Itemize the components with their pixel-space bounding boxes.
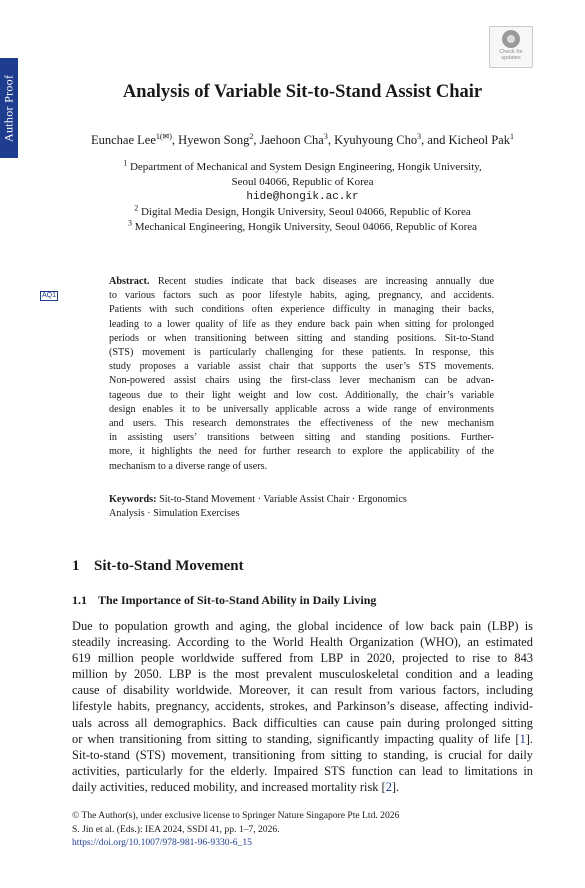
body-line bbox=[72, 747, 533, 763]
author-affiliation-mark: 2 bbox=[249, 131, 254, 141]
affiliation-2 bbox=[0, 205, 585, 220]
keywords-text-2: Analysis · Simulation Exercises bbox=[109, 508, 240, 520]
author-name: Hyewon Song bbox=[178, 133, 250, 147]
abstract-text: more, it highlights the need for further research to explore the applicability of the bbox=[109, 446, 494, 458]
abstract-line bbox=[109, 389, 494, 403]
abstract-line bbox=[109, 318, 494, 332]
body-text: Due to population growth and aging, the global incidence of low back pain (LBP) is bbox=[72, 619, 533, 633]
check-updates-icon bbox=[502, 30, 520, 48]
author-email[interactable]: hide@hongik.ac.kr bbox=[246, 191, 359, 203]
citation-link[interactable]: 2 bbox=[385, 779, 392, 794]
affiliation-1-line2: Seoul 04066, Republic of Korea bbox=[231, 176, 374, 188]
body-text: steadily increasing. According to the World Health Organization (WHO), an estimated bbox=[72, 635, 533, 650]
abstract-text: study proposes a variable assist chair that supports the user’s STS movements. bbox=[109, 361, 494, 373]
body-line bbox=[72, 618, 533, 634]
affiliation-2-number: 2 bbox=[134, 203, 139, 213]
affiliation-3-number: 3 bbox=[127, 218, 132, 228]
body-text: 619 million people worldwide suffered from LBP in 2020, projected to rise to 843 bbox=[72, 651, 533, 666]
abstract-text: mechanism to a diverse range of users. bbox=[109, 460, 268, 472]
copyright-footer bbox=[72, 809, 399, 850]
abstract-line bbox=[109, 417, 494, 431]
body-text: daily activities, reduced mobility, and increased mortality risk [ bbox=[72, 779, 386, 794]
body-line bbox=[72, 779, 533, 795]
affiliation-3-text: Mechanical Engineering, Hongik University, Seoul 04066, Republic of Korea bbox=[134, 221, 478, 233]
abstract-text: periods or when transitioning between sitting and standing positions. Sit-to-Stand bbox=[109, 332, 494, 344]
body-text: Sit-to-stand (STS) movement, transitioning from sitting to standing, is crucial for daily bbox=[72, 747, 533, 762]
body-text-after-citation: ]. bbox=[525, 731, 533, 746]
body-text-after-citation: ]. bbox=[391, 779, 400, 794]
body-line bbox=[72, 666, 533, 682]
abstract-label: Abstract. bbox=[109, 276, 150, 287]
check-for-label: Check for bbox=[499, 49, 523, 55]
author-separator: , bbox=[171, 133, 179, 147]
body-text: or when transitioning from sitting to standing, significantly impacting quality of life [ bbox=[72, 731, 520, 746]
paper-title: Analysis of Variable Sit-to-Stand Assist Chair bbox=[122, 82, 483, 102]
abstract-line bbox=[109, 332, 494, 346]
author-name: Eunchae Lee bbox=[91, 133, 156, 147]
copyright-line: © The Author(s), under exclusive license to Springer Nature Singapore Pte Ltd. 2026 bbox=[72, 810, 400, 821]
abstract-text: (STS) movement is particularly challenging for these patients. In response, this bbox=[109, 347, 494, 359]
author-affiliation-mark: 3 bbox=[323, 131, 328, 141]
abstract-text: tageous due to their light weight and low cost. Additionally, the chair’s variable bbox=[109, 389, 494, 401]
author-affiliation-mark: 3 bbox=[417, 131, 422, 141]
abstract-line bbox=[109, 275, 494, 289]
affiliation-1 bbox=[0, 160, 585, 175]
abstract-line bbox=[109, 360, 494, 374]
affiliation-2-text: Digital Media Design, Hongik University, Seoul 04066, Republic of Korea bbox=[140, 206, 471, 218]
body-text: lifestyle habits, pregnancy, accidents, strokes, and Parkinson’s disease, affecting individ- bbox=[72, 699, 533, 714]
body-paragraph bbox=[72, 618, 533, 795]
body-text: million by 2050. LBP is the most prevalent musculoskeletal condition and a leading bbox=[72, 667, 533, 682]
keywords-line1 bbox=[109, 493, 494, 507]
author-name: Jaehoon Cha bbox=[259, 133, 324, 147]
author-query-tag[interactable]: AQ1 bbox=[42, 292, 57, 299]
author-affiliation-mark: 1(✉) bbox=[155, 131, 172, 141]
doi-link[interactable]: https://doi.org/10.1007/978-981-96-9330-6_15 bbox=[72, 837, 252, 848]
abstract-line bbox=[109, 403, 494, 417]
author-separator: , and bbox=[421, 133, 449, 147]
author-affiliation-mark: 1 bbox=[509, 131, 514, 141]
abstract-line bbox=[109, 460, 494, 474]
body-line bbox=[72, 634, 533, 650]
affiliation-1-number: 1 bbox=[123, 158, 128, 168]
abstract-text: to various factors such as poor lifestyle habits, aging, pregnancy, and accidents. bbox=[109, 290, 494, 302]
abstract-text: Non-powered assist chairs using the first-class lever mechanism can be advan- bbox=[109, 375, 494, 387]
body-text: activities, particularly for the elderly. Impaired STS function can lead to limitations in bbox=[72, 763, 533, 778]
abstract-line bbox=[109, 346, 494, 360]
section-heading bbox=[72, 558, 244, 575]
abstract-text: Patients with such conditions often experience difficulty in managing their backs, bbox=[109, 304, 494, 316]
affiliation-1-line1: Department of Mechanical and System Design Engineering, Hongik University, bbox=[129, 161, 482, 173]
abstract-line bbox=[109, 289, 494, 303]
keywords-label: Keywords: bbox=[109, 494, 157, 505]
abstract-line bbox=[109, 374, 494, 388]
body-line bbox=[72, 731, 533, 747]
citation-line: S. Jin et al. (Eds.): IEA 2024, SSDI 41, pp. 1–7, 2026. bbox=[72, 823, 280, 835]
abstract-text: Recent studies indicate that back diseases are increasing annually due bbox=[157, 276, 494, 287]
section-title: Sit-to-Stand Movement bbox=[94, 558, 244, 574]
check-for-updates-badge[interactable] bbox=[489, 26, 533, 68]
abstract-text: leading to a lower quality of life as they endure back pain when sitting for prolonged bbox=[109, 318, 494, 330]
affiliation-3 bbox=[0, 220, 585, 235]
abstract-text: in assisting users’ transitions between sitting and standing positions. Further- bbox=[109, 432, 494, 444]
abstract bbox=[109, 275, 494, 474]
author-name: Kicheol Pak bbox=[448, 133, 510, 147]
author-separator: , bbox=[253, 133, 260, 147]
subsection-number: 1.1 bbox=[72, 593, 87, 607]
subsection-heading bbox=[72, 593, 376, 608]
author-list bbox=[0, 133, 585, 148]
body-line bbox=[72, 715, 533, 731]
abstract-text: design enables it to be universally applicable across a wide range of environments bbox=[109, 403, 494, 415]
body-line bbox=[72, 650, 533, 666]
author-name: Kyuhyoung Cho bbox=[334, 133, 418, 147]
citation-link[interactable]: 1 bbox=[519, 731, 526, 746]
section-number: 1 bbox=[72, 558, 80, 574]
author-separator: , bbox=[327, 133, 335, 147]
author-proof-tab: Author Proof bbox=[0, 58, 18, 158]
abstract-line bbox=[109, 431, 494, 445]
body-text: cause of disability worldwide. Moreover, it can result from various factors, including bbox=[72, 683, 533, 698]
body-line bbox=[72, 763, 533, 779]
updates-label: updates bbox=[501, 55, 521, 61]
subsection-title: The Importance of Sit-to-Stand Ability in Daily Living bbox=[98, 593, 377, 607]
abstract-line bbox=[109, 445, 494, 459]
keywords-text-1: Sit-to-Stand Movement · Variable Assist Chair · Ergonomics bbox=[159, 494, 407, 505]
body-line bbox=[72, 698, 533, 714]
abstract-text: and users. This research demonstrates the effectiveness of the new mechanism bbox=[109, 418, 494, 430]
abstract-line bbox=[109, 303, 494, 317]
keywords bbox=[109, 493, 494, 521]
body-line bbox=[72, 682, 533, 698]
body-text: uals across all demographics. Back difficulties can cause pain during prolonged sitting bbox=[72, 715, 533, 730]
